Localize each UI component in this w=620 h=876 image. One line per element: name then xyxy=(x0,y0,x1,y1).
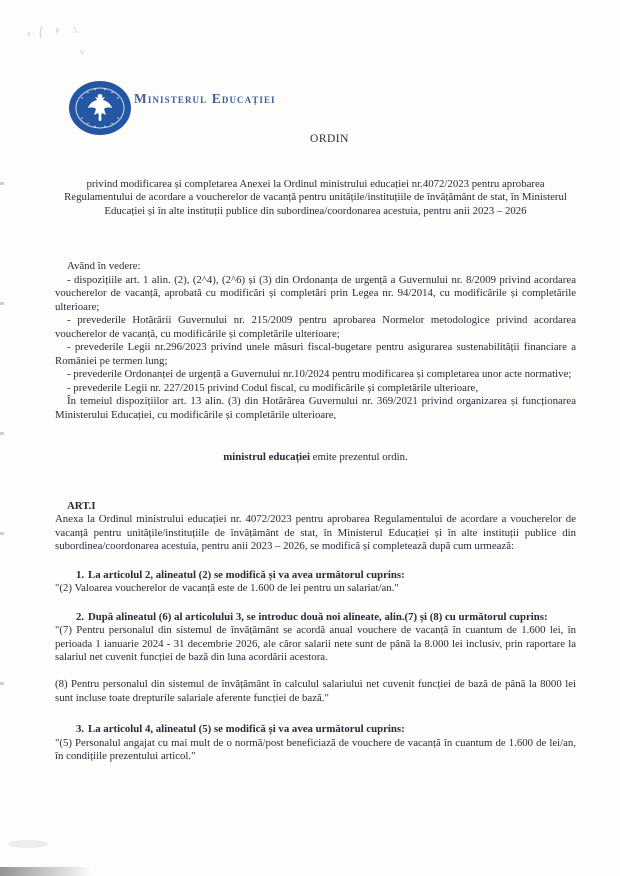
amendment-number: 1. xyxy=(76,568,85,581)
amendment-1-heading xyxy=(55,569,576,583)
scan-artifact-edge-tick xyxy=(0,682,4,685)
amendment-heading-text: După alineatul (6) al articolului 3, se introduc două noi alineate, alin.(7) și (8) cu următorul cuprins: xyxy=(88,610,548,623)
amendment-2-text-alin8: (8) Pentru personalul din sistemul de învățământ în calculul salariului net cuvenit funcției de bază de până la 8000 lei sunt incluse toate drepturile salariale aferente funcției de bază." xyxy=(55,678,576,704)
preamble-item: - prevederile Hotărârii Guvernului nr. 215/2009 pentru aprobarea Normelor metodologice privind acordarea voucherelor de vacanță, cu modificările și completările ulterioare; xyxy=(55,314,576,340)
preamble-section xyxy=(55,260,576,422)
scan-artifact-edge-tick xyxy=(0,432,4,435)
scan-artifact-edge-tick xyxy=(0,532,4,535)
amendment-2-heading xyxy=(55,611,576,625)
enactment-line xyxy=(55,451,576,465)
amendment-number: 2. xyxy=(76,610,85,623)
preamble-item: - prevederile Legii nr.296/2023 privind unele măsuri fiscal-bugetare pentru asigurarea sustenabilității financiare a României pe termen lung; xyxy=(55,341,576,367)
document-title: privind modificarea și completarea Anexei la Ordinul ministrului educației nr.4072/2023 pentru aprobarea Regulamentului de acordare a voucherelor de vacanță pentru unitățile/instituțiile de învățământ de stat, în Ministerul Educației și în alte instituții publice din subordinea/coordonarea acestuia, pentru anii 2023 – 2026 xyxy=(64,177,567,217)
amendment-3 xyxy=(55,723,576,764)
scan-artifact-edge-tick xyxy=(0,302,4,305)
scan-artifact-edge-tick xyxy=(0,182,4,185)
scan-artifact-smudge xyxy=(8,840,48,848)
article-1-body: Anexa la Ordinul ministrului educației nr. 4072/2023 pentru aprobarea Regulamentului de acordare a voucherelor de vacanță pentru unitățile/instituțiile de învățământ de stat, în Ministerul Educației și în alte instituții publice din subordinea/coordonarea acestuia, pentru anii 2023 – 2026, se modifică și completează după cum urmează: xyxy=(55,513,576,552)
preamble-intro: Având în vedere: xyxy=(67,260,141,272)
article-1-label: ART.I xyxy=(67,499,96,512)
enactment-text: emite prezentul ordin. xyxy=(309,451,408,463)
preamble-item: - prevederile Ordonanței de urgență a Guvernului nr.10/2024 pentru modificarea și completarea unor acte normative; xyxy=(67,368,572,380)
preamble-item: În temeiul dispozițiilor art. 13 alin. (3) din Hotărârea Guvernului nr. 369/2021 privind organizarea și funcționarea Ministerului Educației, cu modificările și completările ulterioare, xyxy=(55,395,576,421)
amendment-heading-text: La articolul 2, alineatul (2) se modifică și va avea următorul cuprins: xyxy=(88,568,405,581)
amendment-3-heading xyxy=(55,723,576,737)
amendment-1 xyxy=(55,569,576,596)
amendment-2-text-alin7: "(7) Pentru personalul din sistemul de învățământ se acordă anual vouchere de vacanță în cuantum de 1.600 lei, în perioada 1 ianuarie 2024 - 31 decembrie 2026, ale căror salarii nete sunt de până la 8.000 lei inclusiv, prin raportare la salariul net cuvenit funcției de bază din luna acordării acestora. xyxy=(55,624,576,663)
document-type-heading: ORDIN xyxy=(310,133,349,145)
amendment-1-text: "(2) Valoarea voucherelor de vacanță este de 1.600 de lei pentru un salariat/an." xyxy=(55,582,399,594)
amendment-3-text: "(5) Personalul angajat cu mai mult de o normă/post beneficiază de vouchere de vacanță în cuantum de 1.600 de lei/an, în condițiile prezentului articol." xyxy=(55,736,576,762)
article-1-section xyxy=(55,500,576,554)
amendment-number: 3. xyxy=(76,723,85,735)
ministry-name: Ministerul Educației xyxy=(134,91,276,106)
enactment-issuer: ministrul educației xyxy=(223,451,310,463)
preamble-item: - prevederile Legii nr. 227/2015 privind Codul fiscal, cu modificările și completările ulterioare, xyxy=(67,381,479,394)
amendment-heading-text: La articolul 4, alineatul (5) se modifică și va avea următorul cuprins: xyxy=(88,723,405,735)
amendment-2 xyxy=(55,611,576,706)
scan-artifact-bottom-shadow xyxy=(0,867,92,876)
preamble-item: - dispozițiile art. 1 alin. (2), (2^4), (2^6) și (3) din Ordonanța de urgență a Guvernului nr. 8/2009 privind acordarea voucherelor de vacanță, aprobată cu modificări și completări prin Legea nr. 94/2014, cu modificările și completările ulterioare; xyxy=(55,273,576,313)
